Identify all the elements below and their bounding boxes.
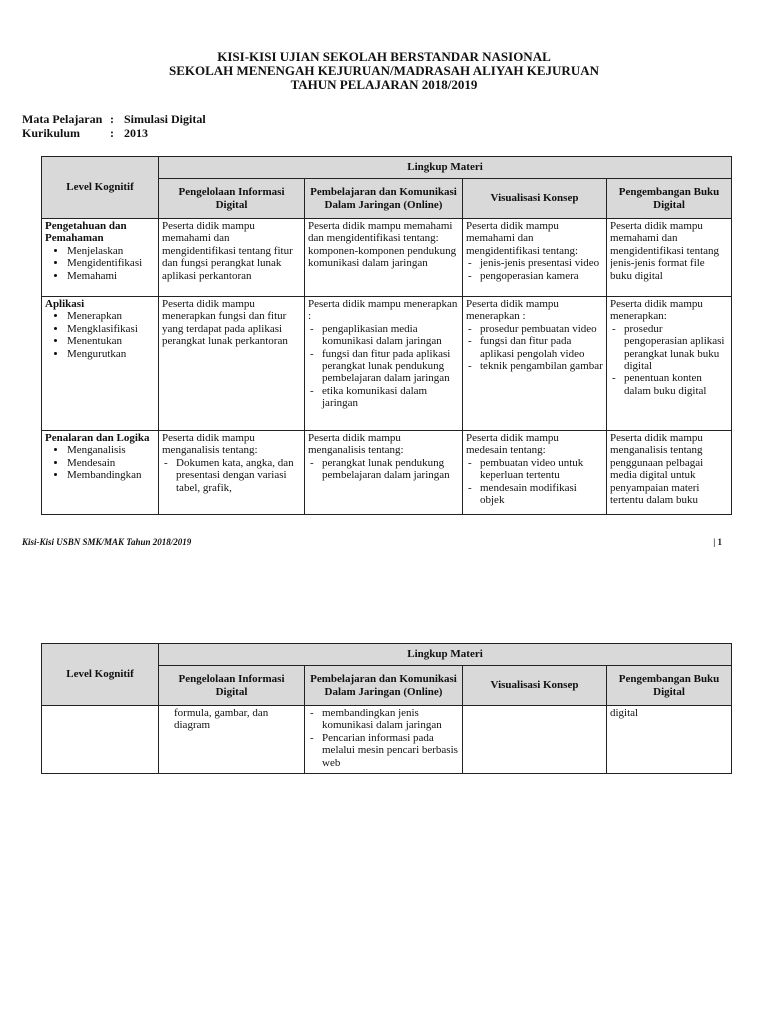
table-cell xyxy=(607,706,732,774)
table-row xyxy=(42,297,732,431)
cell-item: - penentuan konten dalam buku digital xyxy=(610,372,728,397)
table-cell xyxy=(305,219,463,297)
col-header-informasi: Pengelolaan Informasi Digital xyxy=(159,666,305,706)
col-header-informasi: Pengelolaan Informasi Digital xyxy=(159,179,305,219)
level-cell xyxy=(42,219,159,297)
level-title: Aplikasi xyxy=(45,298,85,310)
cell-item: - fungsi dan fitur pada aplikasi perangkat lunak pendukung pembelajaran dalam jaringan xyxy=(308,348,459,385)
level-item: • Mengurutkan xyxy=(67,348,155,360)
cell-item: - Pencarian informasi pada melalui mesin pencari berbasis web xyxy=(308,732,459,769)
page-footer xyxy=(22,537,722,547)
table-row xyxy=(42,219,732,297)
col-header-buku-digital: Pengembangan Buku Digital xyxy=(607,179,732,219)
table-cell xyxy=(463,219,607,297)
cell-item: - pengoperasian kamera xyxy=(466,270,603,282)
table-cell xyxy=(159,297,305,431)
cell-item: - membandingkan jenis komunikasi dalam jaringan xyxy=(308,707,459,732)
cell-intro: Peserta didik mampu memahami dan mengidentifikasi tentang fitur dan fungsi perangkat lunak aplikasi perkantoran xyxy=(162,220,293,282)
level-item: • Menganalisis xyxy=(67,444,155,456)
cell-item: - teknik pengambilan gambar xyxy=(466,360,603,372)
cell-intro: Peserta didik mampu memahami dan mengidentifikasi tentang: xyxy=(466,220,579,257)
curriculum-label: Kurikulum xyxy=(22,126,81,140)
cell-intro: Peserta didik mampu menganalisis tentang: xyxy=(308,432,404,457)
table-cell xyxy=(463,706,607,774)
cell-item: - pengaplikasian media komunikasi dalam jaringan xyxy=(308,323,459,348)
col-header-komunikasi: Pembelajaran dan Komunikasi Dalam Jaringan (Online) xyxy=(305,179,463,219)
level-cell xyxy=(42,706,159,774)
cell-item: - prosedur pembuatan video xyxy=(466,323,603,335)
level-cell xyxy=(42,297,159,431)
cell-text: digital xyxy=(610,707,639,719)
subject-label: Mata Pelajaran xyxy=(22,112,103,126)
table-cell xyxy=(463,297,607,431)
curriculum-row xyxy=(22,126,148,140)
level-title: Pengetahuan dan Pemahaman xyxy=(45,220,127,245)
page-number: | 1 xyxy=(713,537,722,547)
level-kognitif-header: Level Kognitif xyxy=(42,644,159,706)
cell-item: - mendesain modifikasi objek xyxy=(466,482,603,507)
subject-colon: : xyxy=(110,112,114,126)
table-cell xyxy=(305,297,463,431)
cell-item: - perangkat lunak pendukung pembelajaran dalam jaringan xyxy=(308,457,459,482)
level-title: Penalaran dan Logika xyxy=(45,432,150,444)
table-cell xyxy=(305,431,463,515)
level-item: • Menerapkan xyxy=(67,310,155,322)
table-cell xyxy=(607,431,732,515)
cell-intro: Peserta didik mampu menerapkan : xyxy=(466,298,559,323)
table-cell xyxy=(607,219,732,297)
cell-item: - Dokumen kata, angka, dan presentasi dengan variasi tabel, grafik, xyxy=(162,457,301,494)
level-item: • Memahami xyxy=(67,270,155,282)
curriculum-value: 2013 xyxy=(124,126,148,140)
cell-item: - fungsi dan fitur pada aplikasi pengolah video xyxy=(466,335,603,360)
level-item: • Mengidentifikasi xyxy=(67,257,155,269)
table-row xyxy=(42,431,732,515)
level-item: • Membandingkan xyxy=(67,469,155,481)
cell-intro: Peserta didik mampu medesain tentang: xyxy=(466,432,559,457)
level-cell xyxy=(42,431,159,515)
table-cell xyxy=(159,219,305,297)
doc-title-line3: TAHUN PELAJARAN 2018/2019 xyxy=(290,77,478,92)
level-kognitif-header: Level Kognitif xyxy=(42,157,159,219)
col-header-visualisasi: Visualisasi Konsep xyxy=(463,666,607,706)
cell-intro: Peserta didik mampu menganalisis tentang penggunaan pelbagai media digital untuk penyampaian materi tertentu dalam buku xyxy=(610,432,704,507)
cell-item: - pembuatan video untuk keperluan tertentu xyxy=(466,457,603,482)
cell-intro: Peserta didik mampu memahami dan mengidentifikasi tentang jenis-jenis format file buku digital xyxy=(610,220,720,282)
table-cell xyxy=(607,297,732,431)
doc-title-line1: KISI-KISI UJIAN SEKOLAH BERSTANDAR NASIONAL xyxy=(217,49,551,64)
cell-item: - etika komunikasi dalam jaringan xyxy=(308,385,459,410)
cell-text: formula, gambar, dan diagram xyxy=(174,707,269,732)
subject-value: Simulasi Digital xyxy=(124,112,206,126)
cell-intro: Peserta didik mampu memahami dan mengidentifikasi tentang: komponen-komponen pendukung komunikasi dalam jaringan xyxy=(308,220,457,270)
level-item: • Mendesain xyxy=(67,457,155,469)
table-row xyxy=(42,706,732,774)
cell-item: - prosedur pengoperasian aplikasi perangkat lunak buku digital xyxy=(610,323,728,373)
kisi-kisi-table xyxy=(41,156,732,515)
col-header-buku-digital: Pengembangan Buku Digital xyxy=(607,666,732,706)
cell-intro: Peserta didik mampu menerapkan fungsi dan fitur yang terdapat pada aplikasi perangkat lunak perkantoran xyxy=(162,298,288,348)
col-header-komunikasi: Pembelajaran dan Komunikasi Dalam Jaringan (Online) xyxy=(305,666,463,706)
level-item: • Mengklasifikasi xyxy=(67,323,155,335)
table-cell xyxy=(463,431,607,515)
cell-intro: Peserta didik mampu menerapkan : xyxy=(308,298,458,323)
subject-row xyxy=(22,112,206,126)
footer-text: Kisi-Kisi USBN SMK/MAK Tahun 2018/2019 xyxy=(22,537,192,547)
level-item: • Menentukan xyxy=(67,335,155,347)
cell-intro: Peserta didik mampu menganalisis tentang: xyxy=(162,432,258,457)
col-header-visualisasi: Visualisasi Konsep xyxy=(463,179,607,219)
table-cell xyxy=(305,706,463,774)
curriculum-colon: : xyxy=(110,126,114,140)
table-cell xyxy=(159,706,305,774)
level-item: • Menjelaskan xyxy=(67,245,155,257)
lingkup-materi-header: Lingkup Materi xyxy=(159,644,732,666)
lingkup-materi-header: Lingkup Materi xyxy=(159,157,732,179)
doc-title-line2: SEKOLAH MENENGAH KEJURUAN/MADRASAH ALIYAH KEJURUAN xyxy=(168,63,599,78)
kisi-kisi-table-continued xyxy=(41,643,732,774)
cell-item: - jenis-jenis presentasi video xyxy=(466,257,603,269)
cell-intro: Peserta didik mampu menerapkan: xyxy=(610,298,703,323)
table-cell xyxy=(159,431,305,515)
